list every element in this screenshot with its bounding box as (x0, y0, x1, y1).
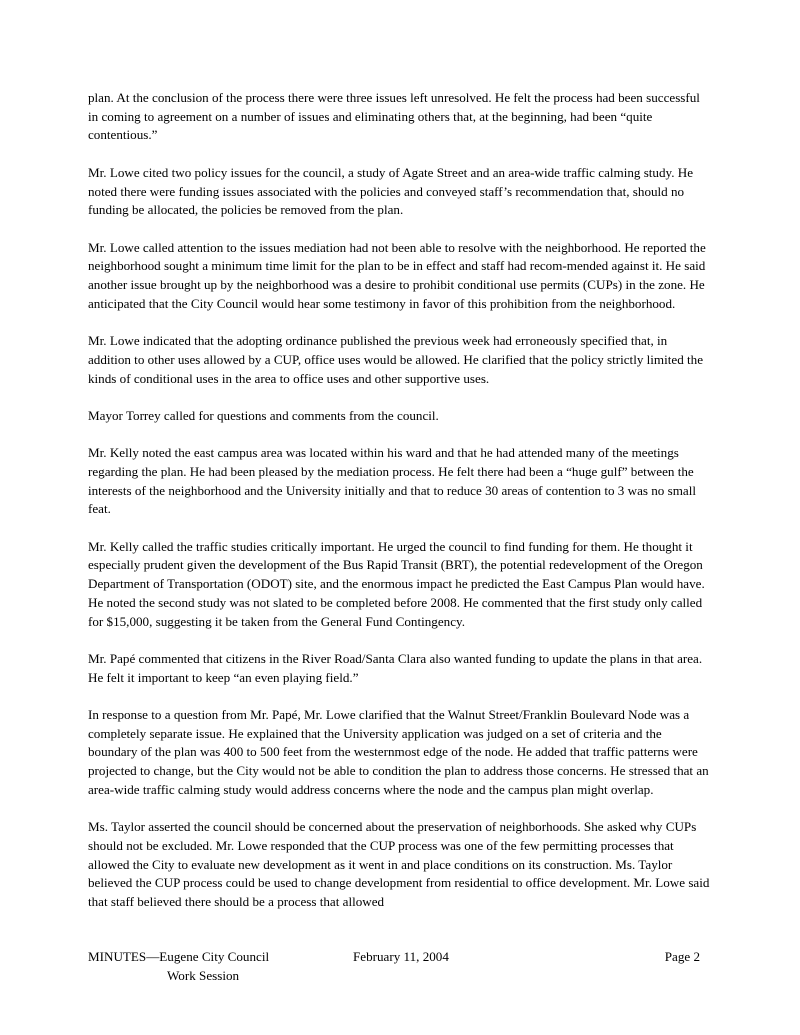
paragraph-ordinance-correction: Mr. Lowe indicated that the adopting ordinance published the previous week had erroneously specified that, in addition to other uses allowed by a CUP, office uses would be allowed. He clarified that the policy strictly limited the kinds of conditional uses in the area to office uses and other supportive uses. (88, 333, 704, 386)
footer-title-line1: MINUTES—Eugene City Council (88, 949, 270, 964)
footer-title-line2: Work Session (167, 967, 240, 983)
paragraph-kelly-traffic: Mr. Kelly called the traffic studies critically important. He urged the council to find funding for them. He thought it especially prudent given the development of the Bus Rapid Transit (BRT), the potential redevelopment of the Oregon Department of Transportation (ODOT) site, and the enormous impact he predicted the East Campus Plan would have. He noted the second study was not slated to be completed before 2008. He commented that the first study only called for $15,000, suggesting it be taken from the General Fund Contingency. (88, 538, 705, 629)
footer-page-number: Page 2 (664, 949, 700, 964)
paragraph-taylor-cup: Ms. Taylor asserted the council should be concerned about the preservation of neighborhoods. She asked why CUPs should not be excluded. Mr. Lowe responded that the CUP process was one of the few permitting processes that allowed the City to evaluate new development as it went in and place conditions on its construction. Ms. Taylor believed the CUP process could be used to change development from residential to office development. Mr. Lowe said that staff believed there should be a process that allowed (88, 819, 710, 910)
paragraph-pape-comment: Mr. Papé commented that citizens in the River Road/Santa Clara also wanted funding to update the plans in that area. He felt it important to keep “an even playing field.” (88, 650, 703, 685)
paragraph-intro-conclusion: plan. At the conclusion of the process there were three issues left unresolved. He felt the process had been successful in coming to agreement on a number of issues and eliminating others that, at the beginning, had been “quite contentious.” (88, 90, 700, 143)
paragraph-walnut-node: In response to a question from Mr. Papé, Mr. Lowe clarified that the Walnut Street/Franklin Boulevard Node was a completely separate issue. He explained that the University application was judged on a set of criteria and the boundary of the plan was 400 to 500 feet from the westernmost edge of the node. He added that traffic patterns were projected to change, but the City would not be able to condition the plan to address those concerns. He stressed that an area-wide traffic calming study would address concerns where the node and the campus plan might overlap. (88, 707, 709, 797)
paragraph-unresolved-issues: Mr. Lowe called attention to the issues mediation had not been able to resolve with the neighborhood. He reported the neighborhood sought a minimum time limit for the plan to be in effect and staff had recom-mended against it. He said another issue brought up by the neighborhood was a desire to prohibit conditional use permits (CUPs) in the zone. He anticipated that the City Council would hear some testimony in favor of this prohibition from the neighborhood. (88, 239, 706, 311)
paragraph-policy-issues: Mr. Lowe cited two policy issues for the council, a study of Agate Street and an area-wide traffic calming study. He noted there were funding issues associated with the policies and conveyed staff’s recommendation that, should no funding be allocated, the policies be removed from the plan. (88, 164, 694, 218)
footer-document-title (88, 948, 269, 985)
paragraph-mayor-call: Mayor Torrey called for questions and comments from the council. (88, 407, 439, 423)
page-footer (88, 948, 700, 988)
minutes-body (88, 89, 710, 930)
footer-date: February 11, 2004 (353, 949, 449, 964)
paragraph-kelly-mediation: Mr. Kelly noted the east campus area was located within his ward and that he had attended many of the meetings regarding the plan. He had been pleased by the mediation process. He felt there had been a “huge gulf” between the interests of the neighborhood and the University initially and that to reduce 30 areas of contention to 3 was no small feat. (88, 445, 696, 517)
